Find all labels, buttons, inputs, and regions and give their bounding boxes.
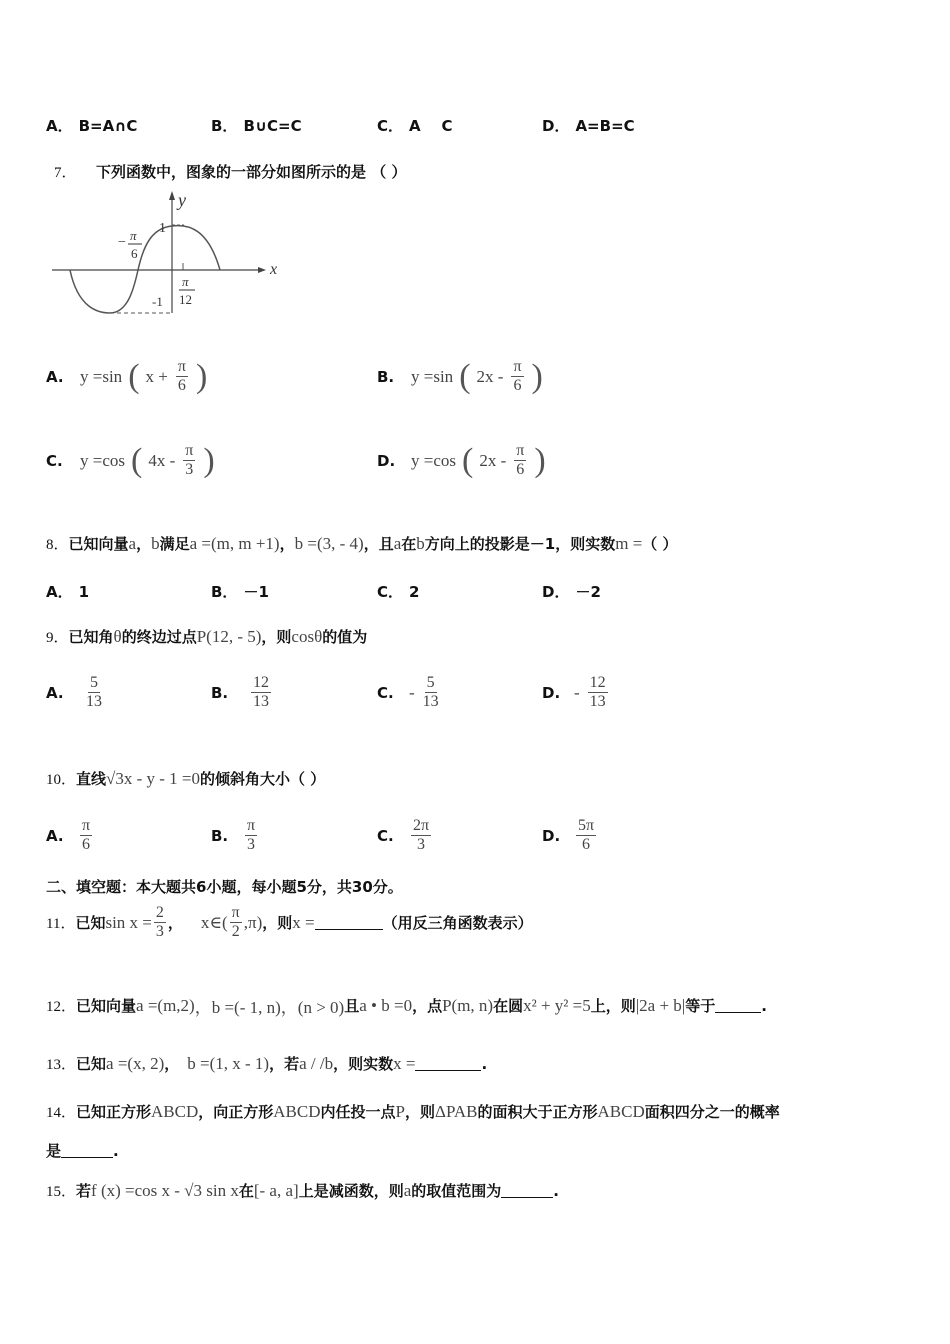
text: 3: [247, 836, 256, 853]
q9-option-b: [211, 674, 273, 711]
text: ABCD: [597, 1101, 645, 1121]
text: a • b =0: [359, 995, 413, 1015]
text: 已知: [76, 1055, 107, 1073]
text: 8．: [46, 537, 69, 553]
text: C.: [377, 826, 394, 845]
text: θ: [113, 626, 122, 646]
text: －1: [243, 583, 269, 601]
text: 面积四分之一的概率: [644, 1103, 780, 1121]
q9-stem: [46, 626, 367, 647]
text: ，b =(- 1, n): [194, 998, 281, 1017]
text: x =: [393, 1053, 416, 1073]
text: π: [177, 358, 186, 375]
text: 且: [344, 997, 360, 1015]
text: 6: [177, 377, 186, 394]
element: [514, 442, 526, 479]
q6-option-a: [46, 115, 137, 136]
text: ，则实数: [333, 1055, 394, 1073]
label-pi6-den: 6: [131, 246, 138, 261]
text: 2x -: [479, 450, 507, 470]
text: π: [231, 904, 240, 921]
text: 的取值范围为: [411, 1182, 502, 1200]
text: B.: [377, 367, 395, 386]
text: 14．: [46, 1105, 77, 1121]
q8-option-b: [211, 581, 269, 602]
text: 内任投一点: [320, 1103, 396, 1121]
q13-stem: [46, 1053, 487, 1074]
text: P: [395, 1101, 405, 1121]
element: (: [459, 357, 471, 395]
text: －2: [575, 583, 601, 601]
text: ，: [164, 1055, 180, 1073]
text: A．: [46, 117, 73, 135]
text: a =(x, 2): [106, 1053, 165, 1073]
text: 在: [238, 1182, 254, 1200]
element: ): [534, 441, 546, 479]
text: 12．: [46, 999, 77, 1015]
text: .: [481, 1054, 488, 1073]
text: C．: [377, 117, 404, 135]
text: ，(n > 0): [280, 998, 345, 1017]
text: 上是减函数，则: [298, 1182, 404, 1200]
q6-option-b: [211, 115, 302, 136]
text: -: [409, 682, 415, 702]
text: 等于: [685, 997, 716, 1015]
text: A C: [409, 116, 453, 135]
text: 的终边过点: [121, 628, 197, 646]
text: 上，则: [590, 997, 636, 1015]
text: 15．: [46, 1184, 77, 1200]
text: 二、填空题：本大题共6小题，每小题5分，共30分。: [46, 878, 403, 896]
text: |2a + b|: [635, 995, 686, 1015]
text: B．: [211, 583, 238, 601]
text: 已知角: [68, 628, 114, 646]
text: P(12, - 5): [196, 626, 262, 646]
text: ΔPAB: [435, 1101, 478, 1121]
q6-option-d: [542, 115, 635, 136]
element: [183, 442, 195, 479]
text: 的倾斜角大小（ ）: [200, 770, 326, 788]
element: ): [195, 357, 208, 395]
text: √3x - y - 1 =0: [106, 768, 201, 788]
text: b: [151, 533, 160, 553]
text: 在圆: [493, 997, 524, 1015]
text: ，若: [269, 1055, 300, 1073]
text: 2: [231, 923, 240, 940]
label-neg-sign: −: [118, 235, 126, 250]
text: ，: [167, 914, 183, 932]
text: ，且: [363, 535, 394, 553]
q8-option-a: [46, 581, 89, 602]
text: .: [761, 996, 767, 1015]
text: f (x) =cos x - √3 sin x: [91, 1180, 239, 1200]
q7-graph: [48, 188, 278, 318]
text: 下列函数中，图象的一部分如图所示的是 （ ）: [96, 163, 407, 181]
text: A=B=C: [575, 116, 635, 135]
q10-option-a: [46, 817, 94, 854]
text: 6: [513, 377, 522, 394]
text: 12: [589, 674, 606, 691]
q11-stem: [46, 904, 533, 941]
text: m =: [615, 533, 643, 553]
text: 2: [409, 582, 420, 601]
text: b =(1, x - 1): [187, 1053, 270, 1073]
text: 6: [516, 461, 525, 478]
text: 4x -: [148, 450, 176, 470]
q7-option-a: [46, 358, 207, 395]
text: 6: [582, 836, 591, 853]
q9-option-a: [46, 674, 104, 711]
x-axis-arrow-icon: [258, 267, 266, 273]
q10-stem: [46, 768, 325, 789]
element: [230, 904, 242, 941]
text: 13: [422, 693, 439, 710]
text: D．: [542, 117, 570, 135]
text: 10．: [46, 772, 77, 788]
text: y =sin: [411, 366, 454, 386]
text: D.: [377, 451, 396, 470]
text: y =sin: [80, 366, 123, 386]
text: 5: [90, 674, 98, 691]
text: ABCD: [273, 1101, 321, 1121]
q11-answer-blank[interactable]: [315, 915, 383, 930]
text: 11．: [46, 916, 76, 932]
q9-option-d: [542, 674, 610, 711]
text: 13．: [46, 1057, 77, 1073]
text: a: [403, 1180, 412, 1200]
text: C.: [377, 683, 394, 702]
element: [154, 904, 166, 941]
text: 13: [86, 693, 102, 710]
q9-option-c: [377, 674, 441, 711]
sine-curve: [70, 226, 220, 313]
q10-option-b: [211, 817, 259, 854]
text: 2x -: [476, 366, 504, 386]
text: 已知: [75, 914, 106, 932]
text: 2π: [413, 817, 430, 834]
element: [511, 358, 523, 395]
text: y =cos: [80, 450, 125, 470]
text: A.: [46, 826, 64, 845]
text: ABCD: [151, 1101, 199, 1121]
q6-option-c: [377, 115, 453, 136]
text: .: [553, 1181, 559, 1200]
text: 的值为: [322, 628, 368, 646]
text: x +: [145, 366, 168, 386]
text: ，则: [261, 628, 292, 646]
text: 直线: [76, 770, 107, 788]
text: B.: [211, 683, 229, 702]
text: -: [574, 682, 580, 702]
y-axis-arrow-icon: [169, 191, 175, 200]
text: 3: [185, 461, 194, 478]
text: 已知正方形: [76, 1103, 152, 1121]
label-pi12-num: π: [182, 274, 189, 289]
element: ): [531, 357, 543, 395]
text: ，向正方形: [198, 1103, 274, 1121]
text: 已知向量: [68, 535, 129, 553]
element: [86, 674, 102, 711]
text: 满足: [159, 535, 190, 553]
q8-option-c: [377, 581, 419, 602]
text: x∈(: [200, 912, 228, 932]
text: π: [247, 817, 256, 834]
q12-answer-blank[interactable]: [715, 998, 761, 1013]
text: ，点: [412, 997, 443, 1015]
q7-stem: [54, 161, 406, 182]
text: sin x =: [105, 912, 152, 932]
q14-stem: [46, 1101, 780, 1122]
text: 5: [426, 674, 435, 691]
element: ): [203, 441, 215, 479]
q8-stem: [46, 533, 678, 554]
text: （ ）: [642, 535, 678, 553]
q14-stem-cont: [46, 1140, 119, 1161]
text: A.: [46, 683, 64, 702]
text: A.: [46, 367, 64, 386]
text: a =(m,2): [136, 995, 195, 1015]
q10-option-c: [377, 817, 433, 854]
text: 6: [82, 836, 91, 853]
label-pi12-den: 12: [179, 292, 192, 307]
text: 1: [78, 582, 90, 601]
text: ,π): [243, 912, 263, 932]
text: D.: [542, 683, 561, 702]
label-neg-one: -1: [152, 294, 163, 309]
text: P(m, n): [442, 995, 494, 1015]
label-one: 1: [159, 221, 166, 236]
text: .: [113, 1141, 119, 1160]
q15-answer-blank[interactable]: [501, 1183, 553, 1198]
text: 方向上的投影是－1，则实数: [424, 535, 616, 553]
text: x =: [292, 912, 315, 932]
text: C．: [377, 583, 404, 601]
text: a: [393, 533, 402, 553]
text: 9．: [46, 630, 69, 646]
text: a: [128, 533, 137, 553]
text: D．: [542, 583, 570, 601]
text: 5π: [578, 817, 595, 834]
text: ，则: [262, 914, 293, 932]
q12-stem: [46, 993, 767, 1018]
element: [245, 817, 257, 854]
text: 12: [253, 674, 269, 691]
y-label: y: [178, 190, 186, 210]
text: b =(3, - 4): [294, 533, 364, 553]
text: a =(m, m +1): [189, 533, 280, 553]
text: a / /b: [299, 1053, 334, 1073]
text: cosθ: [291, 626, 323, 646]
text: y =cos: [411, 450, 456, 470]
text: 7．: [54, 165, 77, 181]
q8-option-d: [542, 581, 601, 602]
text: 若: [76, 1182, 92, 1200]
text: D.: [542, 826, 561, 845]
q7-option-d: [377, 442, 546, 479]
label-pi6-num: π: [130, 228, 137, 243]
q13-answer-blank[interactable]: [415, 1056, 481, 1071]
element: [251, 674, 271, 711]
x-label: x: [270, 261, 278, 278]
text: 3: [417, 836, 426, 853]
text: π: [513, 358, 522, 375]
text: [- a, a]: [253, 1180, 299, 1200]
q10-option-d: [542, 817, 598, 854]
text: C.: [46, 451, 63, 470]
element: [423, 674, 439, 711]
text: π: [185, 442, 194, 459]
element: [411, 817, 431, 854]
text: ，: [279, 535, 295, 553]
q7-option-c: [46, 442, 215, 479]
text: B=A∩C: [78, 116, 138, 135]
text: 13: [253, 693, 269, 710]
text: ，: [136, 535, 152, 553]
text: x² + y² =5: [523, 995, 591, 1015]
element: [588, 674, 608, 711]
text: 2: [155, 904, 164, 921]
q15-stem: [46, 1180, 559, 1201]
text: B.: [211, 826, 229, 845]
q7-option-b: [377, 358, 543, 395]
section-2-heading: [46, 876, 403, 897]
text: ，则: [405, 1103, 436, 1121]
text: 是: [46, 1142, 62, 1160]
text: B．: [211, 117, 238, 135]
element: (: [128, 357, 140, 395]
text: 3: [155, 923, 164, 940]
element: [576, 817, 596, 854]
text: 13: [589, 693, 606, 710]
text: π: [82, 817, 91, 834]
text: B∪C=C: [243, 116, 302, 135]
q14-answer-blank[interactable]: [61, 1143, 113, 1158]
element: [176, 358, 188, 395]
text: 的面积大于正方形: [477, 1103, 598, 1121]
text: 在: [401, 535, 417, 553]
text: 已知向量: [76, 997, 137, 1015]
text: π: [516, 442, 525, 459]
text: b: [416, 533, 425, 553]
element: (: [131, 441, 143, 479]
element: [80, 817, 92, 854]
text: A．: [46, 583, 73, 601]
element: (: [462, 441, 474, 479]
text: （用反三角函数表示）: [382, 914, 533, 932]
